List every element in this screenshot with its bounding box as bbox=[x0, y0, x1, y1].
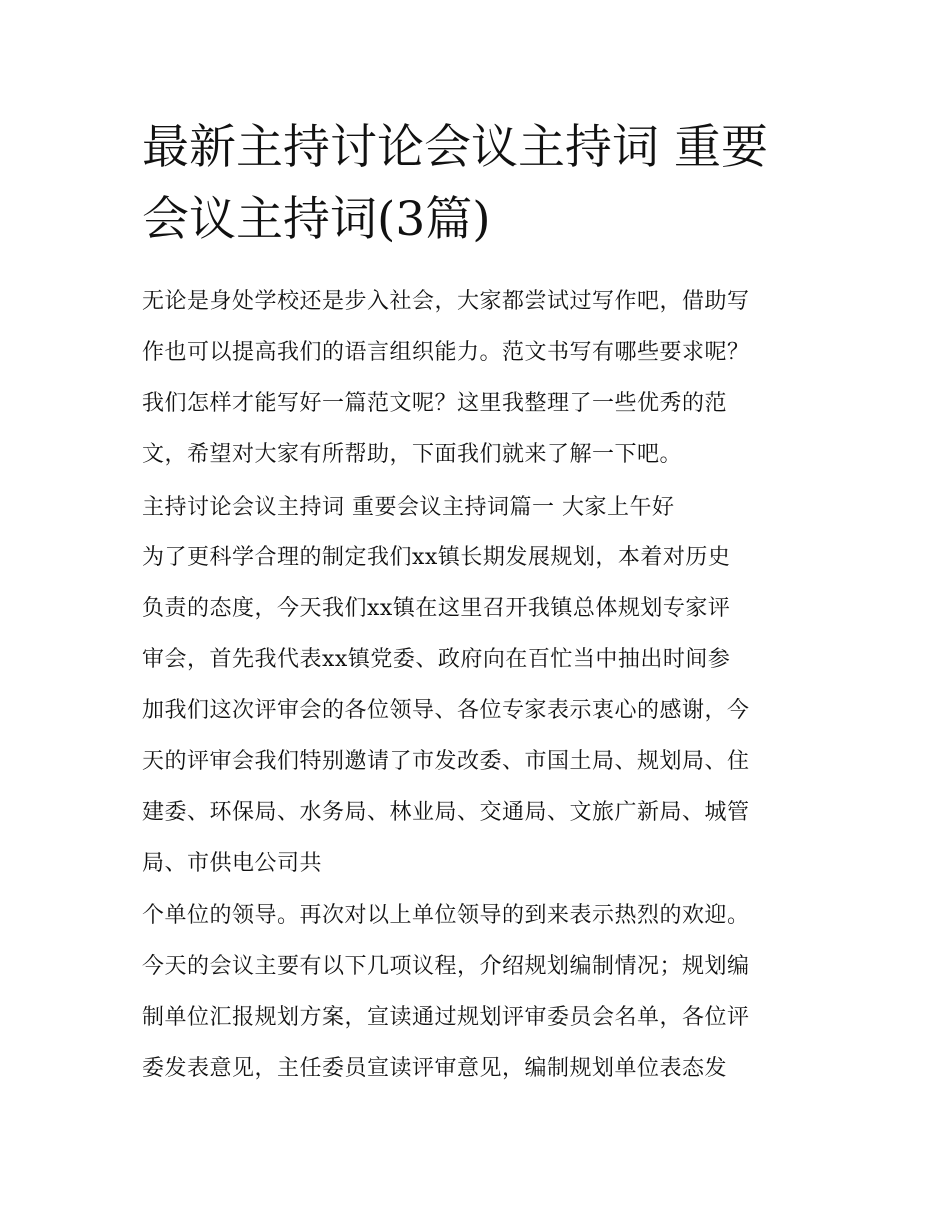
title-line-2: 会议主持词(3篇) bbox=[142, 192, 491, 247]
intro-line: 无论是身处学校还是步入社会，大家都尝试过写作吧，借助写 bbox=[142, 289, 750, 314]
paragraph-line: 为了更科学合理的制定我们xx镇长期发展规划，本着对历史 bbox=[142, 545, 731, 570]
intro-line: 文，希望对大家有所帮助，下面我们就来了解一下吧。 bbox=[142, 442, 683, 467]
paragraph-line: 天的评审会我们特别邀请了市发改委、市国土局、规划局、住 bbox=[142, 749, 750, 774]
body-paragraph-2 bbox=[142, 532, 822, 889]
paragraph-line: 今天的会议主要有以下几项议程，介绍规划编制情况；规划编 bbox=[142, 954, 750, 979]
title-line-1: 最新主持讨论会议主持词 重要 bbox=[142, 120, 768, 175]
paragraph-line: 负责的态度，今天我们xx镇在这里召开我镇总体规划专家评 bbox=[142, 596, 731, 621]
paragraph-line: 加我们这次评审会的各位领导、各位专家表示衷心的感谢，今 bbox=[142, 698, 750, 723]
paragraph-line: 局、市供电公司共 bbox=[142, 851, 323, 876]
section-heading bbox=[142, 482, 822, 533]
paragraph-line: 个单位的领导。再次对以上单位领导的到来表示热烈的欢迎。 bbox=[142, 903, 750, 928]
section-heading-text: 主持讨论会议主持词 重要会议主持词篇一 大家上午好 bbox=[142, 495, 675, 520]
intro-line: 我们怎样才能写好一篇范文呢？这里我整理了一些优秀的范 bbox=[142, 391, 728, 416]
intro-paragraph bbox=[142, 276, 822, 480]
paragraph-line: 制单位汇报规划方案，宣读通过规划评审委员会名单，各位评 bbox=[142, 1005, 750, 1030]
paragraph-line: 建委、环保局、水务局、林业局、交通局、文旅广新局、城管 bbox=[142, 800, 750, 825]
paragraph-line: 审会，首先我代表xx镇党委、政府向在百忙当中抽出时间参 bbox=[142, 647, 731, 672]
document-title bbox=[142, 112, 822, 256]
paragraph-line: 委发表意见，主任委员宣读评审意见，编制规划单位表态发 bbox=[142, 1056, 728, 1081]
intro-line: 作也可以提高我们的语言组织能力。范文书写有哪些要求呢？ bbox=[142, 340, 750, 365]
body-paragraph-3 bbox=[142, 890, 822, 1094]
